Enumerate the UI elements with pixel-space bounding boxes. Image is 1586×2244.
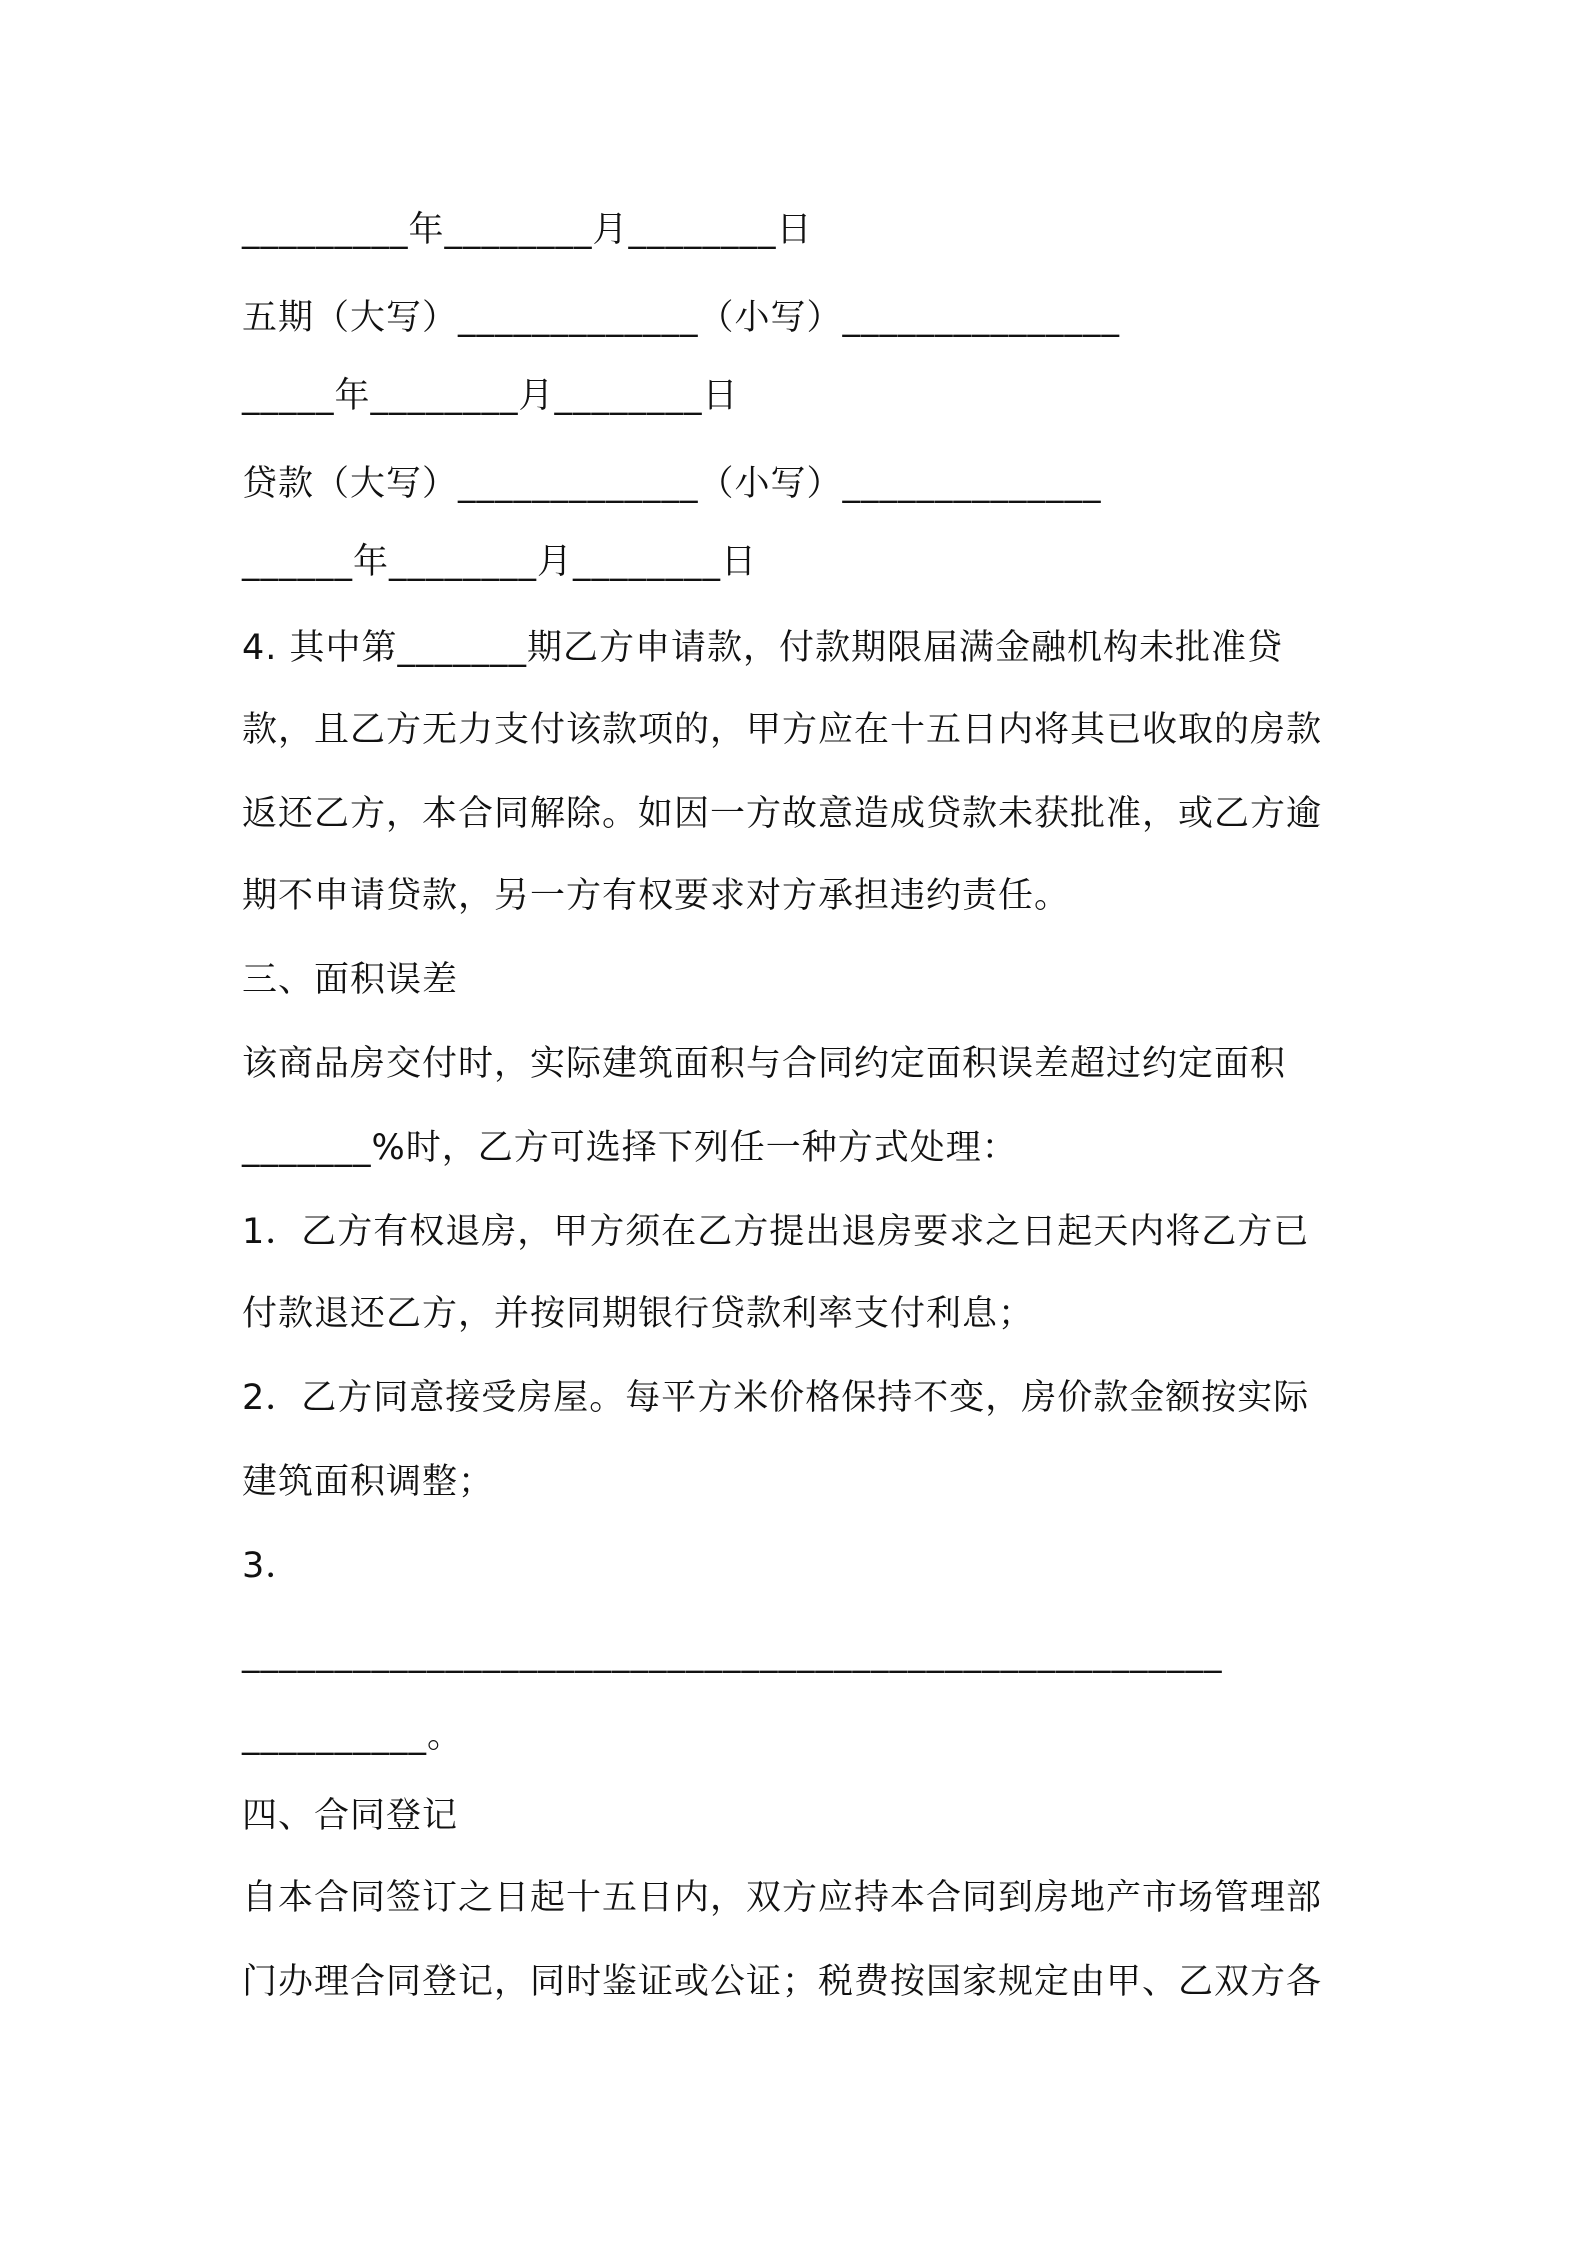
section-4-para-line-2: 门办理合同登记，同时鉴证或公证；税费按国家规定由甲、乙双方各	[242, 1962, 1323, 2002]
option-2-line-2: 建筑面积调整；	[242, 1462, 495, 1502]
option-3-label: 3．	[242, 1546, 302, 1586]
loan-amount-line: 贷款（大写）_____________（小写）______________	[242, 464, 1102, 504]
option-3-blank-line: _____________________________________________________	[242, 1634, 1223, 1674]
clause-4-line-2: 款，且乙方无力支付该款项的，甲方应在十五日内将其已收取的房款	[242, 710, 1323, 750]
clause-4-line-1: 4. 其中第_______期乙方申请款，付款期限届满金融机构未批准贷	[242, 628, 1284, 668]
date-line-5: _____年________月________日	[242, 376, 739, 416]
installment-5-amount-line: 五期（大写）_____________（小写）_______________	[242, 298, 1121, 338]
section-3-para-line-1: 该商品房交付时，实际建筑面积与合同约定面积误差超过约定面积	[242, 1044, 1287, 1084]
section-4-para-line-1: 自本合同签订之日起十五日内，双方应持本合同到房地产市场管理部	[242, 1878, 1323, 1918]
clause-4-line-4: 期不申请贷款，另一方有权要求对方承担违约责任。	[242, 876, 1071, 916]
date-line-4: _________年________月________日	[242, 210, 813, 250]
section-3-para-line-2: _______%时，乙方可选择下列任一种方式处理：	[242, 1128, 1018, 1168]
option-3-blank-end: __________。	[242, 1716, 464, 1756]
section-3-heading: 三、面积误差	[242, 960, 459, 1000]
clause-4-line-3: 返还乙方，本合同解除。如因一方故意造成贷款未获批准，或乙方逾	[242, 794, 1323, 834]
section-4-heading: 四、合同登记	[242, 1796, 459, 1836]
option-1-line-1: 1．乙方有权退房，甲方须在乙方提出退房要求之日起天内将乙方已	[242, 1212, 1310, 1252]
option-2-line-1: 2．乙方同意接受房屋。每平方米价格保持不变，房价款金额按实际	[242, 1378, 1310, 1418]
date-line-loan: ______年________月________日	[242, 542, 758, 582]
option-1-line-2: 付款退还乙方，并按同期银行贷款利率支付利息；	[242, 1294, 1035, 1334]
